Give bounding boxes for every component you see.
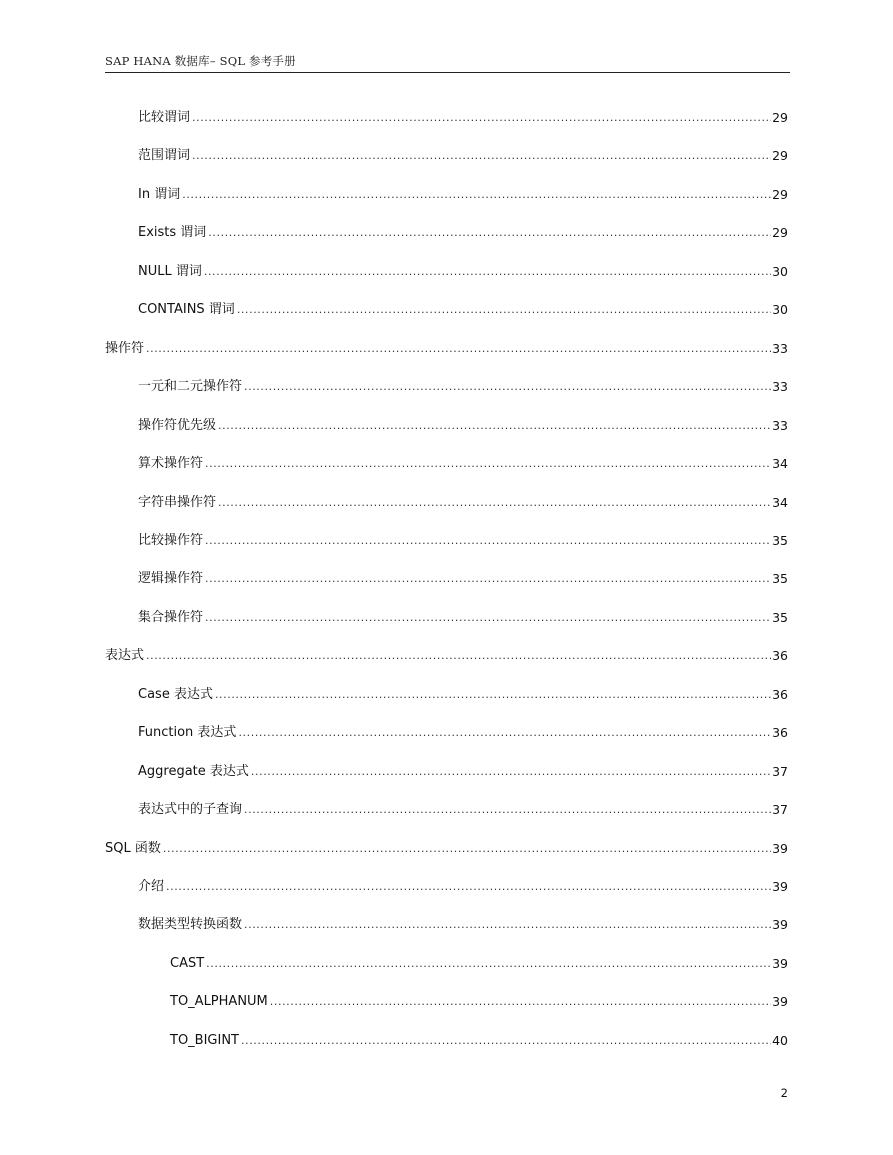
toc-leader-dots	[237, 302, 771, 318]
toc-entry[interactable]	[170, 1027, 788, 1049]
toc-entry-page: 39	[772, 994, 788, 1010]
toc-leader-dots	[218, 418, 771, 434]
toc-entry-page: 34	[772, 456, 788, 472]
toc-entry-title: 操作符优先级	[138, 417, 217, 433]
toc-entry-title: 逻辑操作符	[138, 571, 204, 587]
toc-leader-dots	[205, 571, 771, 587]
toc-entry[interactable]	[138, 219, 788, 241]
toc-leader-dots	[244, 802, 771, 818]
page-number: 2	[780, 1086, 788, 1100]
toc-entry-page: 35	[772, 532, 788, 548]
toc-entry-title: 介绍	[138, 879, 165, 894]
toc-entry-page: 40	[772, 1032, 788, 1048]
toc-entry-page: 39	[772, 955, 788, 971]
toc-entry[interactable]	[138, 104, 788, 126]
toc-entry-title: SQL 函数	[105, 840, 161, 856]
toc-entry[interactable]	[138, 681, 788, 703]
toc-leader-dots	[146, 341, 771, 357]
toc-entry[interactable]	[138, 604, 788, 626]
toc-leader-dots	[218, 495, 771, 511]
toc-entry-title: 操作符	[105, 340, 145, 356]
toc-entry-page: 33	[772, 379, 788, 395]
toc-leader-dots	[215, 687, 771, 703]
toc-entry-title: TO_ALPHANUM	[170, 994, 268, 1010]
toc-leader-dots	[208, 225, 771, 241]
toc-leader-dots	[244, 379, 771, 395]
toc-leader-dots	[192, 110, 771, 126]
toc-leader-dots	[241, 1033, 771, 1049]
toc-entry-title: 表达式中的子查询	[138, 802, 243, 818]
toc-entry-title: 比较谓词	[138, 110, 191, 125]
toc-entry[interactable]	[138, 719, 788, 741]
toc-entry-title: 算术操作符	[138, 456, 204, 472]
toc-entry-page: 36	[772, 648, 788, 664]
toc-entry-title: 集合操作符	[138, 609, 204, 625]
toc-entry-page: 36	[772, 725, 788, 741]
toc-entry-title: NULL 谓词	[138, 263, 202, 279]
toc-entry-page: 39	[772, 840, 788, 856]
toc-entry-page: 39	[772, 917, 788, 933]
toc-entry[interactable]	[170, 988, 788, 1010]
toc-entry-page: 30	[772, 302, 788, 318]
toc-entry[interactable]	[138, 412, 788, 434]
toc-entry[interactable]	[138, 758, 788, 780]
toc-entry-page: 30	[772, 263, 788, 279]
toc-leader-dots	[238, 725, 771, 741]
toc-entry[interactable]	[170, 950, 788, 972]
toc-leader-dots	[205, 456, 771, 472]
toc-leader-dots	[205, 610, 771, 626]
toc-entry-title: 数据类型转换函数	[138, 917, 243, 933]
toc-entry[interactable]	[105, 642, 788, 664]
toc-entry-title: In 谓词	[138, 186, 181, 202]
toc-leader-dots	[192, 148, 771, 164]
toc-entry-page: 36	[772, 686, 788, 702]
toc-entry-page: 33	[772, 340, 788, 356]
toc-leader-dots	[244, 917, 771, 933]
toc-entry-title: Aggregate 表达式	[138, 763, 249, 779]
toc-entry[interactable]	[138, 258, 788, 280]
toc-leader-dots	[182, 187, 771, 203]
toc-leader-dots	[163, 841, 771, 857]
toc-entry-page: 33	[772, 417, 788, 433]
toc-entry-page: 39	[772, 879, 788, 894]
toc-entry-page: 37	[772, 763, 788, 779]
toc-entry-page: 29	[772, 186, 788, 202]
toc-entry-title: 一元和二元操作符	[138, 379, 243, 395]
toc-entry[interactable]	[138, 489, 788, 511]
toc-entry[interactable]	[138, 142, 788, 164]
toc-entry-title: Case 表达式	[138, 686, 213, 702]
toc-entry[interactable]	[138, 296, 788, 318]
toc-entry-title: Function 表达式	[138, 725, 237, 741]
document-title: SAP HANA 数据库– SQL 参考手册	[105, 54, 296, 68]
toc-entry[interactable]	[138, 911, 788, 933]
toc-entry[interactable]	[138, 873, 788, 895]
toc-leader-dots	[146, 648, 771, 664]
toc-entry-page: 29	[772, 225, 788, 241]
toc-entry[interactable]	[138, 565, 788, 587]
toc-entry-title: TO_BIGINT	[170, 1032, 239, 1048]
toc-leader-dots	[204, 264, 771, 280]
toc-leader-dots	[270, 994, 771, 1010]
toc-entry[interactable]	[138, 181, 788, 203]
toc-entry-title: 字符串操作符	[138, 494, 217, 510]
toc-entry-title: 比较操作符	[138, 532, 204, 548]
toc-entry-title: 表达式	[105, 648, 145, 664]
toc-entry[interactable]	[138, 450, 788, 472]
toc-entry-page: 35	[772, 609, 788, 625]
toc-entry[interactable]	[138, 796, 788, 818]
toc-entry[interactable]	[138, 527, 788, 549]
toc-entry[interactable]	[105, 835, 788, 857]
toc-entry-title: CONTAINS 谓词	[138, 302, 235, 318]
toc-entry[interactable]	[138, 373, 788, 395]
toc-entry-title: CAST	[170, 955, 205, 971]
toc-entry-page: 34	[772, 494, 788, 510]
toc-entry-title: 范围谓词	[138, 148, 191, 164]
toc-leader-dots	[251, 764, 771, 780]
toc-leader-dots	[166, 879, 771, 895]
toc-entry[interactable]	[105, 335, 788, 357]
toc-entry-title: Exists 谓词	[138, 225, 207, 241]
toc-leader-dots	[205, 533, 771, 549]
toc-entry-page: 29	[772, 110, 788, 125]
toc-entry-page: 37	[772, 802, 788, 818]
toc-entry-page: 29	[772, 148, 788, 164]
toc-leader-dots	[206, 956, 771, 972]
toc-entry-page: 35	[772, 571, 788, 587]
